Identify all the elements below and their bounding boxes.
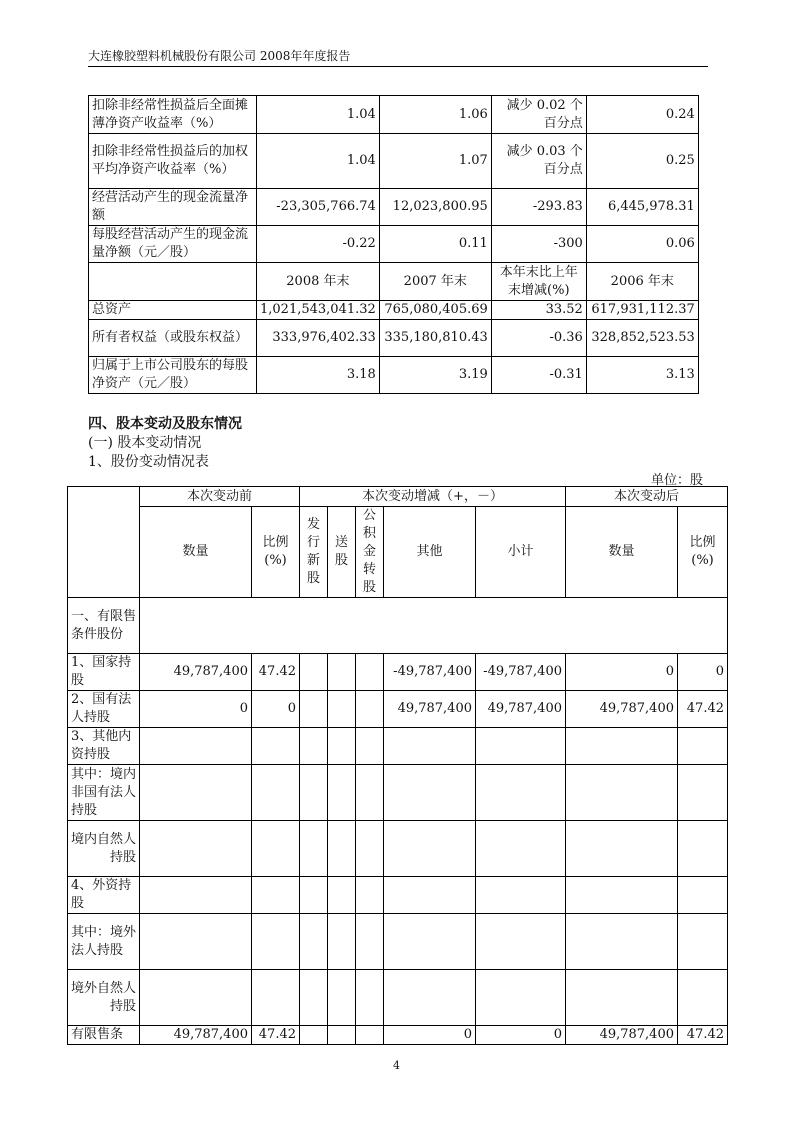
qty-after: 49,787,400	[566, 1026, 678, 1045]
report-header: 大连橡胶塑料机械股份有限公司 2008年年度报告	[88, 49, 351, 63]
ratio-label: 比例	[689, 535, 716, 550]
other-cell: 49,787,400	[384, 691, 476, 728]
column-header-row	[68, 507, 728, 598]
issue-cell	[300, 914, 328, 970]
subtotal-cell: 49,787,400	[476, 691, 566, 728]
value-change: -300	[491, 226, 586, 263]
subtotal-cell: -49,787,400	[476, 654, 566, 691]
table-row	[89, 226, 699, 263]
value-2007: 12,023,800.95	[379, 189, 491, 226]
transfer-cell	[356, 970, 384, 1026]
ratio-label: 比例	[262, 535, 289, 550]
ratio-unit: (%)	[264, 553, 287, 568]
qty-after	[566, 877, 678, 914]
issue-cell	[300, 765, 328, 821]
ratio-before	[252, 821, 300, 877]
qty-before	[140, 765, 252, 821]
page-number: 4	[393, 1059, 400, 1072]
table-row	[89, 301, 699, 320]
bonus-cell	[328, 691, 356, 728]
subtotal-cell	[476, 970, 566, 1026]
qty-before	[140, 877, 252, 914]
bonus-cell	[328, 765, 356, 821]
subtotal-cell	[476, 877, 566, 914]
col-subtotal: 小计	[476, 507, 566, 598]
value-2008: -23,305,766.74	[257, 189, 380, 226]
subtotal-cell	[476, 765, 566, 821]
table-row	[68, 654, 728, 691]
row-label: 其中：境内非国有法人持股	[68, 765, 140, 821]
empty-cell	[89, 263, 257, 301]
subtotal-cell	[476, 821, 566, 877]
ratio-after	[678, 914, 728, 970]
transfer-cell	[356, 1026, 384, 1045]
subsection-title: (一) 股本变动情况	[88, 435, 202, 451]
row-label: 境内自然人持股	[68, 821, 140, 877]
subtotal-cell: 0	[476, 1026, 566, 1045]
table-row	[68, 914, 728, 970]
qty-after	[566, 914, 678, 970]
table-row	[89, 357, 699, 394]
other-cell	[384, 728, 476, 765]
value-2006: 6,445,978.31	[586, 189, 698, 226]
value-2008: -0.22	[257, 226, 380, 263]
bonus-cell	[328, 914, 356, 970]
ratio-after: 0	[678, 654, 728, 691]
qty-after	[566, 821, 678, 877]
ratio-before	[252, 970, 300, 1026]
ratio-before: 47.42	[252, 1026, 300, 1045]
value-2006: 0.06	[586, 226, 698, 263]
issue-cell	[300, 877, 328, 914]
row-label: 经营活动产生的现金流量净额	[89, 189, 257, 226]
bonus-cell	[328, 1026, 356, 1045]
financial-indicators-table	[88, 95, 699, 394]
row-label: 总资产	[89, 301, 257, 320]
subtotal-cell	[476, 728, 566, 765]
row-label: 有限售条	[68, 1026, 140, 1045]
value-2007: 1.07	[379, 134, 491, 189]
issue-cell	[300, 1026, 328, 1045]
qty-after	[566, 970, 678, 1026]
issue-cell	[300, 728, 328, 765]
qty-before: 49,787,400	[140, 654, 252, 691]
group-header-row	[68, 487, 728, 507]
table-row	[68, 598, 728, 654]
value-change: 减少 0.03 个百分点	[491, 134, 586, 189]
qty-after: 49,787,400	[566, 691, 678, 728]
qty-before	[140, 821, 252, 877]
table-row	[89, 134, 699, 189]
other-cell	[384, 914, 476, 970]
row-label: 一、有限售条件股份	[68, 598, 140, 654]
value-2008: 1,021,543,041.32	[257, 301, 380, 320]
table-row	[89, 320, 699, 357]
group-before: 本次变动前	[140, 487, 300, 507]
transfer-cell	[356, 765, 384, 821]
qty-after	[566, 765, 678, 821]
value-2006: 0.25	[586, 134, 698, 189]
qty-before	[140, 914, 252, 970]
value-2007: 3.19	[379, 357, 491, 394]
transfer-cell	[356, 877, 384, 914]
ratio-after: 47.42	[678, 1026, 728, 1045]
empty-header-cell	[68, 487, 140, 598]
section-title: 四、股本变动及股东情况	[88, 416, 242, 432]
bonus-cell	[328, 970, 356, 1026]
row-label: 所有者权益（或股东权益）	[89, 320, 257, 357]
value-2006: 0.24	[586, 96, 698, 134]
transfer-cell	[356, 654, 384, 691]
ratio-before	[252, 728, 300, 765]
table-subheader-row	[89, 263, 699, 301]
value-change: -0.31	[491, 357, 586, 394]
col-issue-new: 发 行 新 股	[300, 507, 328, 598]
bonus-cell	[328, 877, 356, 914]
value-2008: 1.04	[257, 134, 380, 189]
col-ratio-before	[252, 507, 300, 598]
value-2008: 1.04	[257, 96, 380, 134]
issue-cell	[300, 821, 328, 877]
table-row	[89, 96, 699, 134]
row-label: 2、国有法人持股	[68, 691, 140, 728]
other-cell: 0	[384, 1026, 476, 1045]
value-2007: 765,080,405.69	[379, 301, 491, 320]
transfer-cell	[356, 914, 384, 970]
issue-cell	[300, 654, 328, 691]
col-ratio-after	[678, 507, 728, 598]
other-cell	[384, 765, 476, 821]
transfer-cell	[356, 691, 384, 728]
other-cell	[384, 877, 476, 914]
group-change: 本次变动增减（+，－）	[300, 487, 566, 507]
table-row	[68, 1026, 728, 1045]
other-cell: -49,787,400	[384, 654, 476, 691]
ratio-before	[252, 914, 300, 970]
row-label: 归属于上市公司股东的每股净资产（元／股）	[89, 357, 257, 394]
ratio-after	[678, 765, 728, 821]
value-change: -0.36	[491, 320, 586, 357]
table-row	[89, 189, 699, 226]
row-label: 扣除非经常性损益后的加权平均净资产收益率（%）	[89, 134, 257, 189]
other-cell	[384, 821, 476, 877]
row-label: 1、国家持股	[68, 654, 140, 691]
row-label: 境外自然人持股	[68, 970, 140, 1026]
issue-cell	[300, 691, 328, 728]
group-after: 本次变动后	[566, 487, 728, 507]
col-bonus: 送 股	[328, 507, 356, 598]
unit-label: 单位：股	[651, 473, 704, 488]
table-row	[68, 821, 728, 877]
value-2007: 335,180,810.43	[379, 320, 491, 357]
ratio-after	[678, 821, 728, 877]
value-change: 33.52	[491, 301, 586, 320]
row-label: 每股经营活动产生的现金流量净额（元／股）	[89, 226, 257, 263]
value-2008: 333,976,402.33	[257, 320, 380, 357]
row-label: 其中：境外法人持股	[68, 914, 140, 970]
value-2006: 328,852,523.53	[586, 320, 698, 357]
ratio-after	[678, 970, 728, 1026]
table-row	[68, 691, 728, 728]
col-2007-end: 2007 年末	[379, 263, 491, 301]
ratio-after	[678, 877, 728, 914]
col-other: 其他	[384, 507, 476, 598]
qty-before: 0	[140, 691, 252, 728]
ratio-after	[678, 728, 728, 765]
transfer-cell	[356, 728, 384, 765]
share-change-table	[67, 486, 728, 1045]
row-label: 3、其他内资持股	[68, 728, 140, 765]
header-rule	[88, 66, 708, 67]
col-qty-after: 数量	[566, 507, 678, 598]
bonus-cell	[328, 728, 356, 765]
col-reserve-transfer: 公 积 金 转 股	[356, 507, 384, 598]
table-row	[68, 765, 728, 821]
qty-before	[140, 728, 252, 765]
issue-cell	[300, 970, 328, 1026]
qty-after: 0	[566, 654, 678, 691]
value-2008: 3.18	[257, 357, 380, 394]
other-cell	[384, 970, 476, 1026]
transfer-cell	[356, 821, 384, 877]
table-row	[68, 728, 728, 765]
row-label: 扣除非经常性损益后全面摊薄净资产收益率（%）	[89, 96, 257, 134]
qty-before	[140, 970, 252, 1026]
qty-before: 49,787,400	[140, 1026, 252, 1045]
col-2008-end: 2008 年末	[257, 263, 380, 301]
empty-span-cell	[140, 598, 728, 654]
bonus-cell	[328, 654, 356, 691]
ratio-before	[252, 765, 300, 821]
table-row	[68, 970, 728, 1026]
ratio-before: 0	[252, 691, 300, 728]
value-change: 减少 0.02 个百分点	[491, 96, 586, 134]
bonus-cell	[328, 821, 356, 877]
qty-after	[566, 728, 678, 765]
value-change: -293.83	[491, 189, 586, 226]
ratio-before	[252, 877, 300, 914]
value-2007: 0.11	[379, 226, 491, 263]
ratio-after: 47.42	[678, 691, 728, 728]
value-2007: 1.06	[379, 96, 491, 134]
col-change: 本年末比上年末增减(%)	[491, 263, 586, 301]
table-row	[68, 877, 728, 914]
table-title: 1、股份变动情况表	[88, 454, 209, 470]
ratio-unit: (%)	[691, 553, 714, 568]
row-label: 4、外资持股	[68, 877, 140, 914]
subtotal-cell	[476, 914, 566, 970]
value-2006: 3.13	[586, 357, 698, 394]
ratio-before: 47.42	[252, 654, 300, 691]
col-qty-before: 数量	[140, 507, 252, 598]
value-2006: 617,931,112.37	[586, 301, 698, 320]
col-2006-end: 2006 年末	[586, 263, 698, 301]
